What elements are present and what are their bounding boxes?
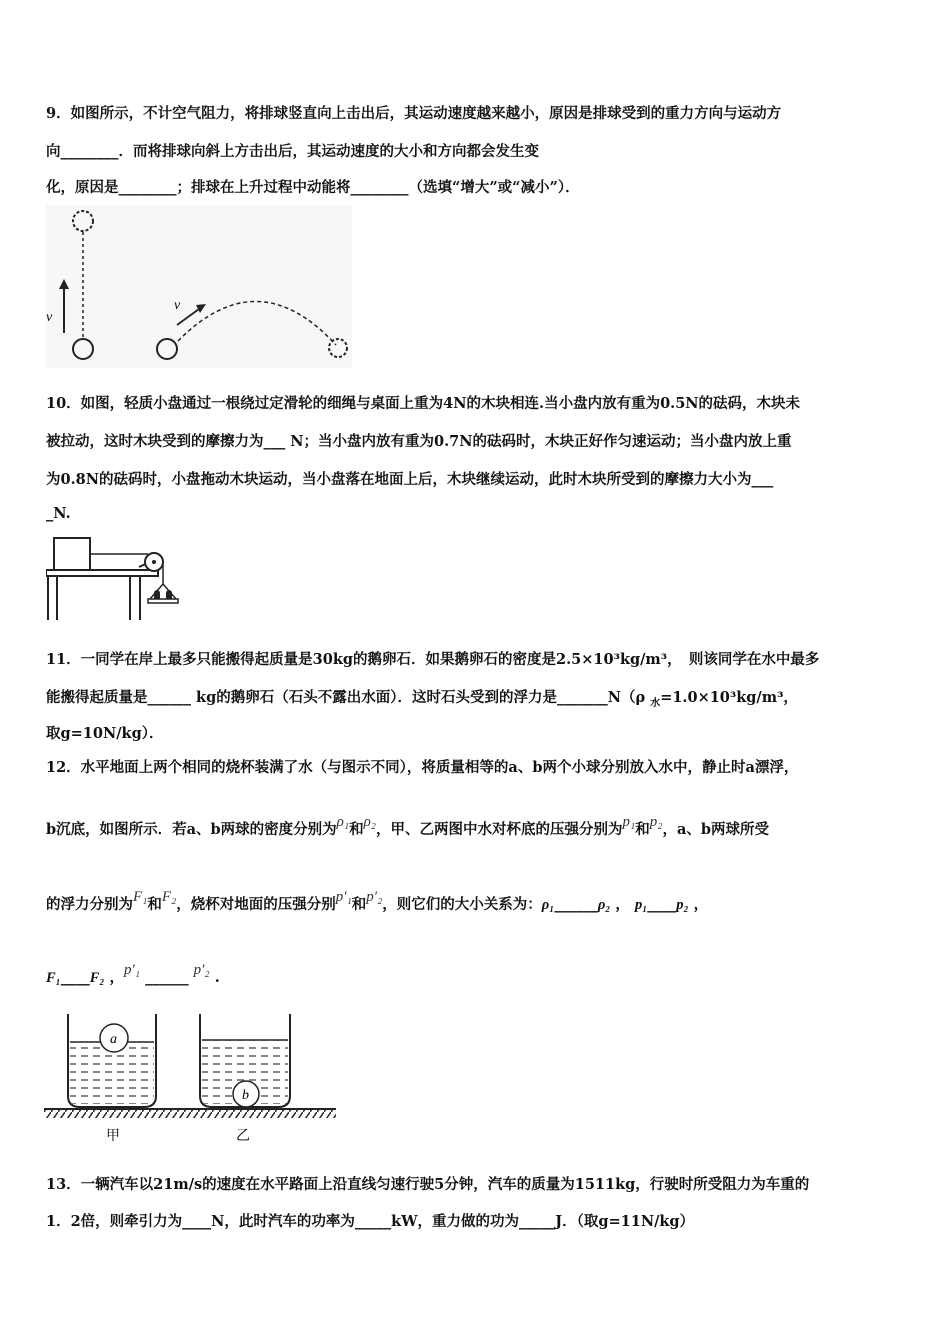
caption-yi: 乙: [236, 1128, 250, 1144]
q11-line2: 能搬得起质量是______ kg的鹅卵石（石头不露出水面）．这时石头受到的浮力是_______N（ρ $_水$=1.0×10³kg/m³，: [46, 689, 798, 709]
small-pan: [148, 599, 178, 603]
q12-line2: b沉底，如图所示．若a、b两球的密度分别为ρ₁和ρ₂，甲、乙两图中水对杯底的压强分别为p₁和p₂，a、b两球所受: [46, 814, 769, 838]
q9-line2: 向________．而将排球向斜上方击出后，其运动速度的大小和方向都会发生变: [46, 143, 539, 160]
q10-line3: 为0.8N的砝码时，小盘拖动木块运动，当小盘落在地面上后，木块继续运动，此时木块所受到的摩擦力大小为___: [46, 471, 774, 488]
ball-b-label: b: [242, 1088, 249, 1103]
q9-figure: [46, 205, 352, 368]
q10-figure: [46, 532, 196, 620]
weight-icon: [166, 590, 172, 599]
q11-line1: 11．一同学在岸上最多只能搬得起质量是30kg的鹅卵石．如果鹅卵石的密度是2.5×10³kg/m³， 则该同学在水中最多: [46, 651, 820, 668]
ground-hatch: [44, 1109, 336, 1118]
v-label-2: v: [174, 298, 181, 313]
q12-line4: F₁____F₂ ，p′₁ ______ p′₂ .: [46, 962, 220, 986]
caption-jia: 甲: [106, 1128, 120, 1144]
q10-line4: _N.: [46, 505, 71, 522]
q13-line2: 1．2倍，则牵引力为____N，此时汽车的功率为_____kW，重力做的功为_____J．（取g=11N/kg）: [46, 1213, 695, 1230]
table-top: [46, 570, 158, 576]
q9-line3: 化，原因是________；排球在上升过程中动能将________（选填“增大”或“减小”）．: [46, 179, 580, 196]
q12-line1: 12．水平地面上两个相同的烧杯装满了水（与图示不同），将质量相等的a、b两个小球分别放入水中，静止时a漂浮，: [46, 759, 799, 776]
q12-line3: 的浮力分别为F₁和F₂，烧杯对地面的压强分别p′₁和p′₂，则它们的大小关系为：ρ₁______ρ₂ ， p₁____p₂ ，: [46, 889, 709, 913]
q12-figure: [44, 1012, 336, 1146]
weight-icon: [154, 590, 160, 599]
wood-block: [54, 538, 90, 570]
q11-line3: 取g=10N/kg）．: [46, 725, 164, 742]
q10-line2: 被拉动，这时木块受到的摩擦力为___ N；当小盘内放有重为0.7N的砝码时，木块正好作匀速运动；当小盘内放上重: [46, 433, 792, 450]
q13-line1: 13．一辆汽车以21m/s的速度在水平路面上沿直线匀速行驶5分钟，汽车的质量为1511kg，行驶时所受阻力为车重的: [46, 1176, 810, 1193]
ball-a-label: a: [110, 1032, 117, 1047]
q9-line1: 9．如图所示，不计空气阻力，将排球竖直向上击出后，其运动速度越来越小，原因是排球受到的重力方向与运动方: [46, 105, 782, 122]
v-label-1: v: [46, 310, 53, 325]
q10-line1: 10．如图，轻质小盘通过一根绕过定滑轮的细绳与桌面上重为4N的木块相连.当小盘内放有重为0.5N的砝码，木块未: [46, 395, 801, 412]
